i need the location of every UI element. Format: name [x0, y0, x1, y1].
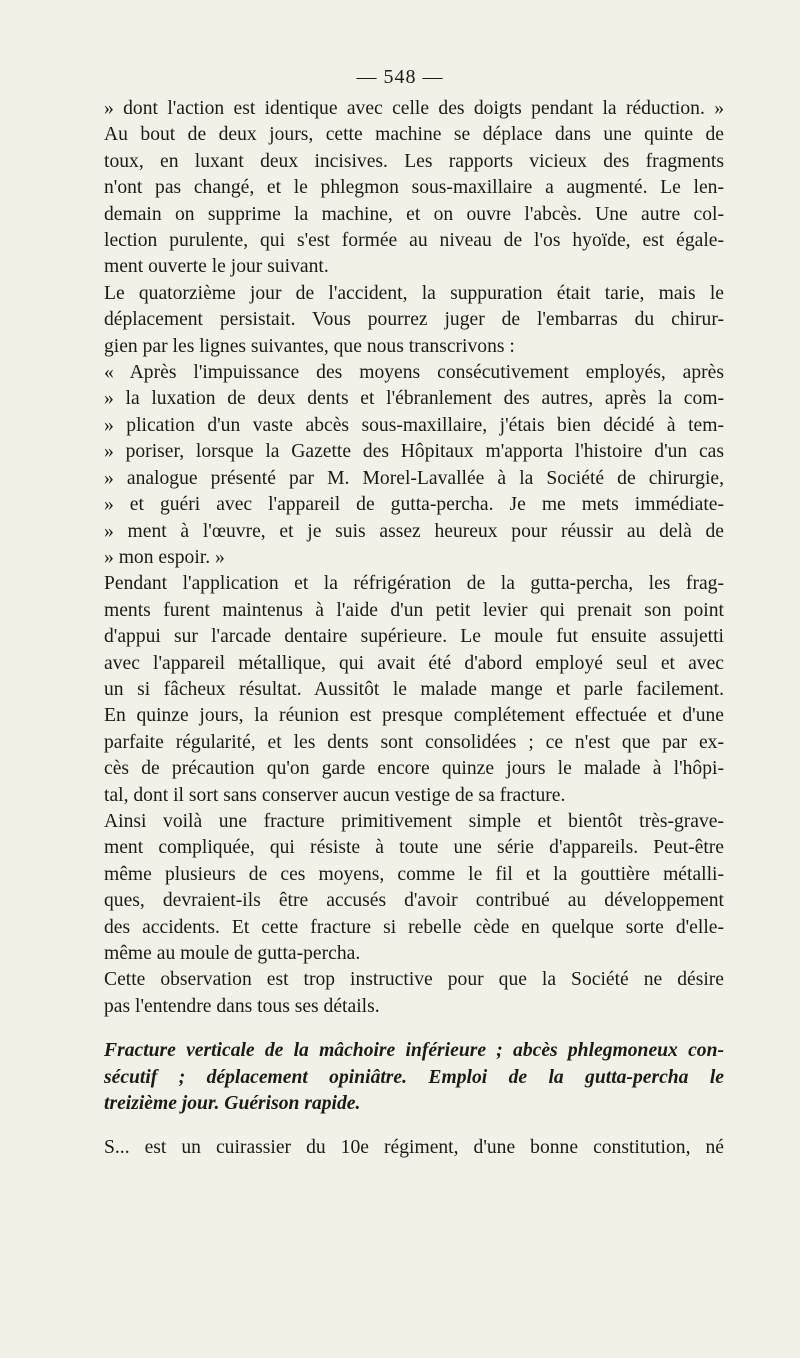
- text-line: n'ont pas changé, et le phlegmon sous-maxillaire a augmenté. Le len-: [104, 177, 724, 199]
- text-line: déplacement persistait. Vous pourrez juger de l'embarras du chirur-: [104, 309, 724, 331]
- section-gap: [104, 1117, 724, 1135]
- text-line: tal, dont il sort sans conserver aucun vestige de sa fracture.: [104, 784, 566, 806]
- text-line: des accidents. Et cette fracture si rebelle cède en quelque sorte d'elle-: [104, 916, 724, 938]
- text-line: S... est un cuirassier du 10e régiment, d'une bonne constitution, né: [104, 1137, 724, 1159]
- body-text: [104, 96, 724, 1162]
- text-line: Le quatorzième jour de l'accident, la suppuration était tarie, mais le: [104, 282, 724, 304]
- text-line: » analogue présenté par M. Morel-Lavallée à la Société de chirurgie,: [104, 467, 724, 489]
- text-line: un si fâcheux résultat. Aussitôt le malade mange et parle facilement.: [104, 678, 724, 700]
- text-line: En quinze jours, la réunion est presque complétement effectuée et d'une: [104, 705, 724, 727]
- section-heading-line: sécutif ; déplacement opiniâtre. Emploi de la gutta-percha le: [104, 1066, 724, 1088]
- text-line: toux, en luxant deux incisives. Les rapports vicieux des fragments: [104, 150, 724, 172]
- section-heading-line: treizième jour. Guérison rapide.: [104, 1093, 361, 1115]
- text-line: pas l'entendre dans tous ses détails.: [104, 995, 380, 1017]
- text-line: » dont l'action est identique avec celle des doigts pendant la réduction. »: [104, 98, 724, 119]
- text-line: ment ouverte le jour suivant.: [104, 256, 329, 278]
- text-line: » ment à l'œuvre, et je suis assez heureux pour réussir au delà de: [104, 520, 724, 542]
- text-line: même au moule de gutta-percha.: [104, 943, 361, 964]
- text-line: Cette observation est trop instructive pour que la Société ne désire: [104, 969, 724, 991]
- text-line: d'appui sur l'arcade dentaire supérieure. Le moule fut ensuite assujetti: [104, 626, 724, 648]
- text-line: demain on supprime la machine, et on ouvre l'abcès. Une autre col-: [104, 203, 724, 225]
- section-heading-line: Fracture verticale de la mâchoire inférieure ; abcès phlegmoneux con-: [104, 1040, 724, 1062]
- text-line: parfaite régularité, et les dents sont consolidées ; ce n'est que par ex-: [104, 731, 724, 753]
- page-number: — 548 —: [356, 66, 444, 88]
- text-line: lection purulente, qui s'est formée au niveau de l'os hyoïde, est égale-: [104, 230, 724, 252]
- text-line: gien par les lignes suivantes, que nous transcrivons :: [104, 335, 515, 357]
- text-line: Au bout de deux jours, cette machine se déplace dans une quinte de: [104, 124, 724, 146]
- text-line: même plusieurs de ces moyens, comme le fil et la gouttière métalli-: [104, 863, 724, 885]
- text-line: » poriser, lorsque la Gazette des Hôpitaux m'apporta l'histoire d'un cas: [104, 441, 724, 463]
- text-line: Ainsi voilà une fracture primitivement simple et bientôt très-grave-: [104, 810, 724, 832]
- text-line: ques, devraient-ils être accusés d'avoir contribué au développement: [104, 890, 724, 912]
- text-line: » et guéri avec l'appareil de gutta-percha. Je me mets immédiate-: [104, 494, 724, 516]
- text-line: Pendant l'application et la réfrigération de la gutta-percha, les frag-: [104, 573, 724, 595]
- section-gap: [104, 1020, 724, 1038]
- text-line: » la luxation de deux dents et l'ébranlement des autres, après la com-: [104, 388, 724, 410]
- text-line: » mon espoir. »: [104, 546, 225, 568]
- text-line: avec l'appareil métallique, qui avait été d'abord employé seul et avec: [104, 652, 724, 674]
- text-line: cès de précaution qu'on garde encore quinze jours le malade à l'hôpi-: [104, 758, 724, 780]
- text-line: ments furent maintenus à l'aide d'un petit levier qui prenait son point: [104, 599, 724, 621]
- text-line: « Après l'impuissance des moyens consécutivement employés, après: [104, 362, 724, 384]
- text-line: ment compliquée, qui résiste à toute une série d'appareils. Peut-être: [104, 837, 724, 859]
- text-line: » plication d'un vaste abcès sous-maxillaire, j'étais bien décidé à tem-: [104, 414, 724, 436]
